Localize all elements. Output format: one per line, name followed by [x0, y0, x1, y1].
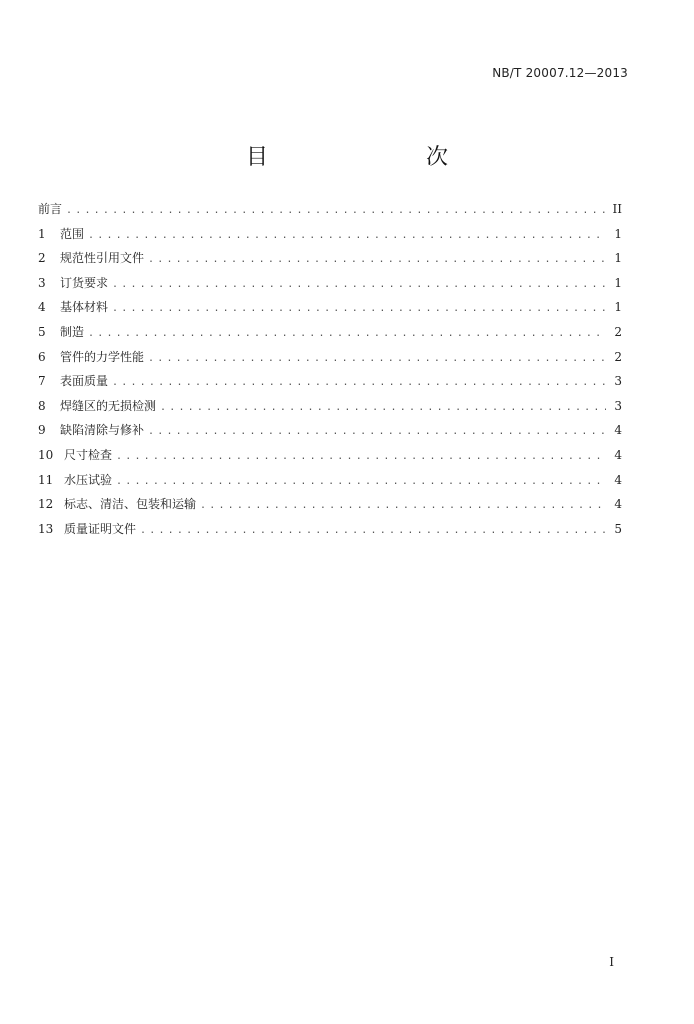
toc-entry-page: 1 [614, 226, 622, 241]
toc-entry[interactable] [38, 471, 622, 496]
toc-entry-number: 3 [38, 275, 46, 290]
toc-leader-dots [112, 279, 606, 290]
toc-entry[interactable] [38, 225, 622, 250]
toc-entry[interactable] [38, 397, 622, 422]
toc-entry-number: 4 [38, 300, 46, 315]
table-of-contents [38, 200, 622, 544]
toc-entry-page: 3 [614, 398, 622, 413]
toc-entry-number: 5 [38, 324, 46, 339]
toc-leader-dots [148, 254, 606, 265]
toc-entry[interactable] [38, 520, 622, 545]
toc-entry-label: 规范性引用文件 [60, 251, 145, 266]
toc-entry-label: 表面质量 [60, 374, 109, 389]
toc-title: 目 次 [245, 145, 486, 170]
toc-entry-page: 2 [614, 324, 622, 339]
toc-entry-page: 1 [614, 275, 622, 290]
toc-entry-number: 1 [38, 226, 46, 241]
toc-entry-page: 2 [614, 349, 622, 364]
toc-leader-dots [112, 303, 606, 314]
toc-leader-dots [112, 377, 606, 388]
toc-entry[interactable] [38, 372, 622, 397]
toc-entry-page: 5 [614, 521, 622, 536]
toc-entry-label: 焊缝区的无损检测 [60, 398, 157, 413]
toc-entry-page: 3 [614, 374, 622, 389]
toc-entry[interactable] [38, 495, 622, 520]
toc-entry[interactable] [38, 348, 622, 373]
standard-code: NB/T 20007.12—2013 [492, 66, 628, 80]
toc-entry[interactable] [38, 249, 622, 274]
toc-entry-page: 1 [614, 300, 622, 315]
toc-entry-number: 10 [38, 447, 54, 462]
toc-leader-dots [148, 426, 606, 437]
toc-entry-label: 缺陷清除与修补 [60, 423, 145, 438]
toc-entry[interactable] [38, 200, 622, 225]
toc-entry-number: 12 [38, 497, 54, 512]
toc-entry-number: 7 [38, 374, 46, 389]
toc-entry[interactable] [38, 298, 622, 323]
toc-entry-page: 4 [614, 447, 622, 462]
toc-entry-number: 6 [38, 349, 46, 364]
toc-entry-label: 标志、清洁、包装和运输 [64, 497, 197, 512]
toc-entry-page: 4 [614, 497, 622, 512]
toc-leader-dots [148, 353, 606, 364]
toc-entry-number: 13 [38, 521, 54, 536]
toc-entry[interactable] [38, 323, 622, 348]
toc-entry[interactable] [38, 446, 622, 471]
toc-entry[interactable] [38, 421, 622, 446]
toc-entry-label: 水压试验 [64, 472, 113, 487]
toc-entry-page: II [612, 202, 622, 216]
toc-entry-page: 4 [614, 472, 622, 487]
toc-entry-page: 1 [614, 251, 622, 266]
toc-leader-dots [116, 451, 606, 462]
toc-entry-label: 范围 [60, 226, 85, 241]
toc-leader-dots [200, 500, 606, 511]
toc-leader-dots [66, 205, 606, 216]
toc-leader-dots [88, 230, 606, 241]
toc-entry-number: 2 [38, 251, 46, 266]
toc-leader-dots [88, 328, 606, 339]
toc-entry-label: 尺寸检查 [64, 447, 113, 462]
toc-entry-label: 前言 [38, 202, 63, 216]
toc-leader-dots [140, 525, 606, 536]
toc-entry-page: 4 [614, 423, 622, 438]
toc-entry-label: 管件的力学性能 [60, 349, 145, 364]
toc-leader-dots [160, 402, 606, 413]
toc-entry-number: 8 [38, 398, 46, 413]
toc-entry[interactable] [38, 274, 622, 299]
toc-entry-label: 质量证明文件 [64, 521, 137, 536]
toc-entry-label: 基体材料 [60, 300, 109, 315]
toc-entry-number: 9 [38, 423, 46, 438]
page-number: I [609, 955, 614, 969]
toc-entry-number: 11 [38, 472, 54, 487]
toc-leader-dots [116, 476, 606, 487]
toc-entry-label: 订货要求 [60, 275, 109, 290]
toc-entry-label: 制造 [60, 324, 85, 339]
